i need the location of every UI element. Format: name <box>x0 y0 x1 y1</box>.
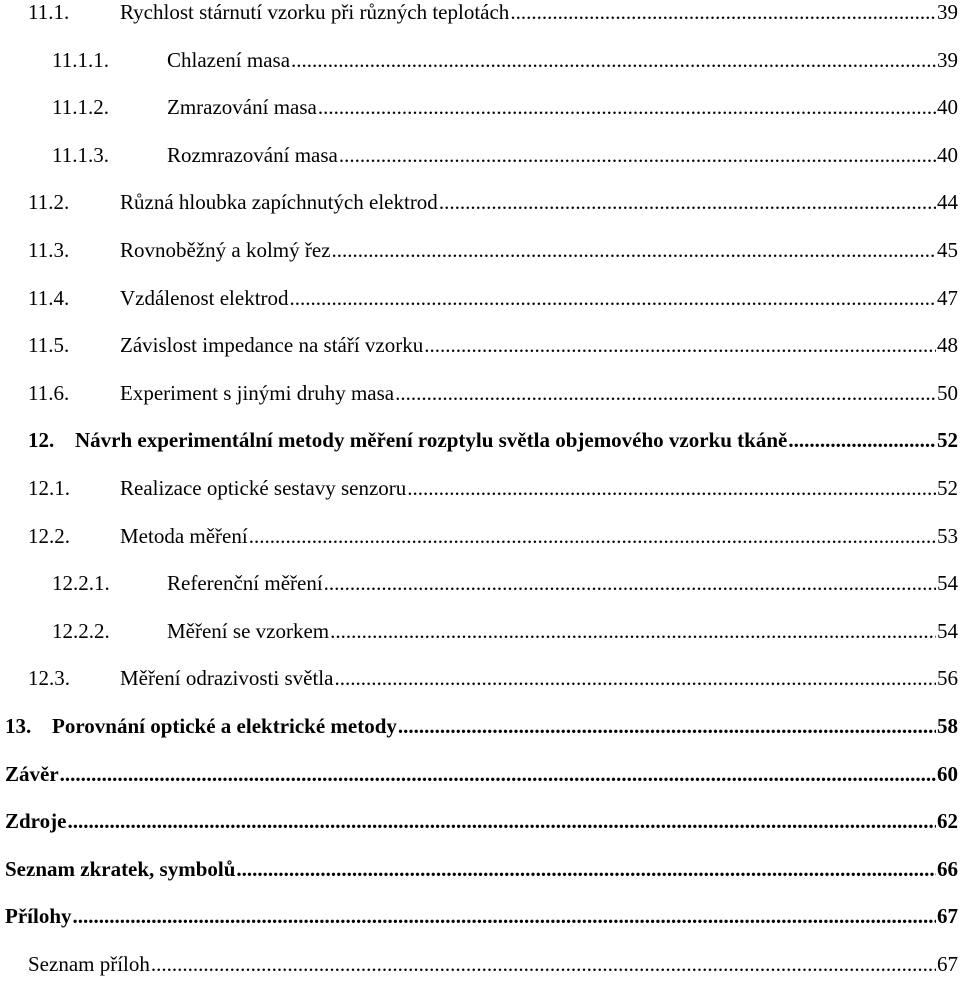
toc-entry[interactable] <box>52 561 958 595</box>
toc-dot-leader <box>439 190 936 214</box>
toc-dot-leader <box>73 904 937 928</box>
toc-entry-page-number: 62 <box>937 809 958 834</box>
toc-dot-leader <box>395 381 936 405</box>
toc-entry-number: 11.1.2. <box>52 95 109 120</box>
toc-entry-title: Měření se vzorkem <box>167 618 330 643</box>
toc-entry-title: Návrh experimentální metody měření rozptylu světla objemového vzorku tkáně <box>75 428 788 453</box>
toc-entry[interactable] <box>28 371 958 405</box>
toc-entry-title: Rychlost stárnutí vzorku při různých teplotách <box>120 0 510 24</box>
toc-entry-number: 12. <box>28 428 55 453</box>
toc-entry-page-number: 39 <box>937 0 958 24</box>
toc-dot-leader <box>290 286 936 310</box>
toc-entry-number: 11.4. <box>28 285 70 310</box>
toc-dot-leader <box>151 952 936 976</box>
toc-dot-leader <box>332 238 936 262</box>
toc-entry-title: Rozmrazování masa <box>167 142 338 167</box>
toc-dot-leader <box>339 143 936 167</box>
toc-entry-number: 12.2.1. <box>52 571 110 596</box>
toc-entry[interactable] <box>52 38 958 72</box>
toc-entry-page-number: 39 <box>937 47 958 72</box>
toc-entry-page-number: 45 <box>937 238 958 262</box>
toc-entry-number: 13. <box>5 714 32 738</box>
toc-dot-leader <box>60 762 936 786</box>
toc-dot-leader <box>236 857 936 881</box>
toc-entry[interactable] <box>5 799 958 833</box>
toc-entry-title: Metoda měření <box>120 523 248 548</box>
toc-entry[interactable] <box>28 514 958 548</box>
toc-entry[interactable] <box>52 85 958 119</box>
toc-entry-number: 11.2. <box>28 190 70 215</box>
toc-entry[interactable] <box>28 942 958 976</box>
toc-entry-title: Různá hloubka zapíchnutých elektrod <box>120 190 438 215</box>
toc-entry-number: 12.2. <box>28 523 70 548</box>
toc-entry-title: Porovnání optické a elektrické metody <box>52 714 397 738</box>
toc-entry-page-number: 54 <box>937 571 958 596</box>
toc-entry[interactable] <box>28 0 958 24</box>
toc-entry-title: Přílohy <box>5 904 72 929</box>
toc-entry-title: Rovnoběžný a kolmý řez <box>120 238 331 262</box>
toc-entry-title: Seznam příloh <box>28 952 150 976</box>
toc-entry[interactable] <box>5 752 958 786</box>
toc-entry[interactable] <box>28 418 958 452</box>
toc-entry-title: Referenční měření <box>167 571 323 596</box>
toc-dot-leader <box>324 571 936 595</box>
toc-entry-page-number: 48 <box>937 333 958 358</box>
toc-entry[interactable] <box>28 323 958 357</box>
toc-entry-title: Zmrazování masa <box>167 95 317 120</box>
toc-entry-page-number: 44 <box>937 190 958 215</box>
toc-dot-leader <box>67 809 936 833</box>
toc-entry-page-number: 58 <box>937 714 958 738</box>
toc-entry[interactable] <box>28 466 958 500</box>
toc-entry-number: 11.1.3. <box>52 142 109 167</box>
toc-entry-page-number: 50 <box>937 380 958 405</box>
toc-entry-number: 12.2.2. <box>52 618 110 643</box>
toc-dot-leader <box>510 0 936 24</box>
toc-entry-page-number: 40 <box>937 95 958 120</box>
toc-entry[interactable] <box>52 133 958 167</box>
toc-entry-page-number: 60 <box>937 761 958 786</box>
toc-entry-page-number: 54 <box>937 618 958 643</box>
toc-entry-page-number: 52 <box>937 476 958 500</box>
toc-dot-leader <box>424 333 936 357</box>
toc-dot-leader <box>407 476 936 500</box>
toc-entry-page-number: 52 <box>937 428 958 453</box>
toc-entry-number: 11.6. <box>28 380 70 405</box>
toc-entry-page-number: 67 <box>937 952 958 976</box>
toc-entry-page-number: 53 <box>937 523 958 548</box>
toc-entry-number: 12.3. <box>28 666 70 691</box>
toc-entry-number: 11.1. <box>28 0 70 24</box>
toc-entry[interactable] <box>5 704 958 738</box>
toc-entry-title: Seznam zkratek, symbolů <box>5 856 236 881</box>
toc-entry-number: 11.1.1. <box>52 47 109 72</box>
toc-entry[interactable] <box>5 894 958 928</box>
toc-entry-number: 11.3. <box>28 238 70 262</box>
toc-entry-title: Závěr <box>5 761 59 786</box>
toc-entry[interactable] <box>28 228 958 262</box>
toc-entry-title: Zdroje <box>5 809 67 834</box>
toc-entry-page-number: 47 <box>937 285 958 310</box>
toc-dot-leader <box>318 95 936 119</box>
toc-entry-title: Závislost impedance na stáří vzorku <box>120 333 424 358</box>
toc-entry-page-number: 66 <box>937 856 958 881</box>
toc-entry-title: Měření odrazivosti světla <box>120 666 334 691</box>
toc-entry-page-number: 56 <box>937 666 958 691</box>
toc-dot-leader <box>334 666 936 690</box>
toc-entry-number: 11.5. <box>28 333 70 358</box>
toc-entry-title: Realizace optické sestavy senzoru <box>120 476 407 500</box>
toc-dot-leader <box>398 714 936 738</box>
toc-entry-page-number: 67 <box>937 904 958 929</box>
toc-dot-leader <box>330 619 936 643</box>
toc-entry-title: Vzdálenost elektrod <box>120 285 289 310</box>
toc-entry[interactable] <box>5 847 958 881</box>
toc-dot-leader <box>249 524 936 548</box>
toc-entry-number: 12.1. <box>28 476 70 500</box>
toc-dot-leader <box>788 428 936 452</box>
toc-entry[interactable] <box>28 276 958 310</box>
toc-entry[interactable] <box>28 656 958 690</box>
toc-entry[interactable] <box>28 180 958 214</box>
toc-entry-title: Chlazení masa <box>167 47 291 72</box>
toc-entry[interactable] <box>52 609 958 643</box>
toc-entry-title: Experiment s jinými druhy masa <box>120 380 395 405</box>
toc-dot-leader <box>291 48 936 72</box>
toc-entry-page-number: 40 <box>937 142 958 167</box>
